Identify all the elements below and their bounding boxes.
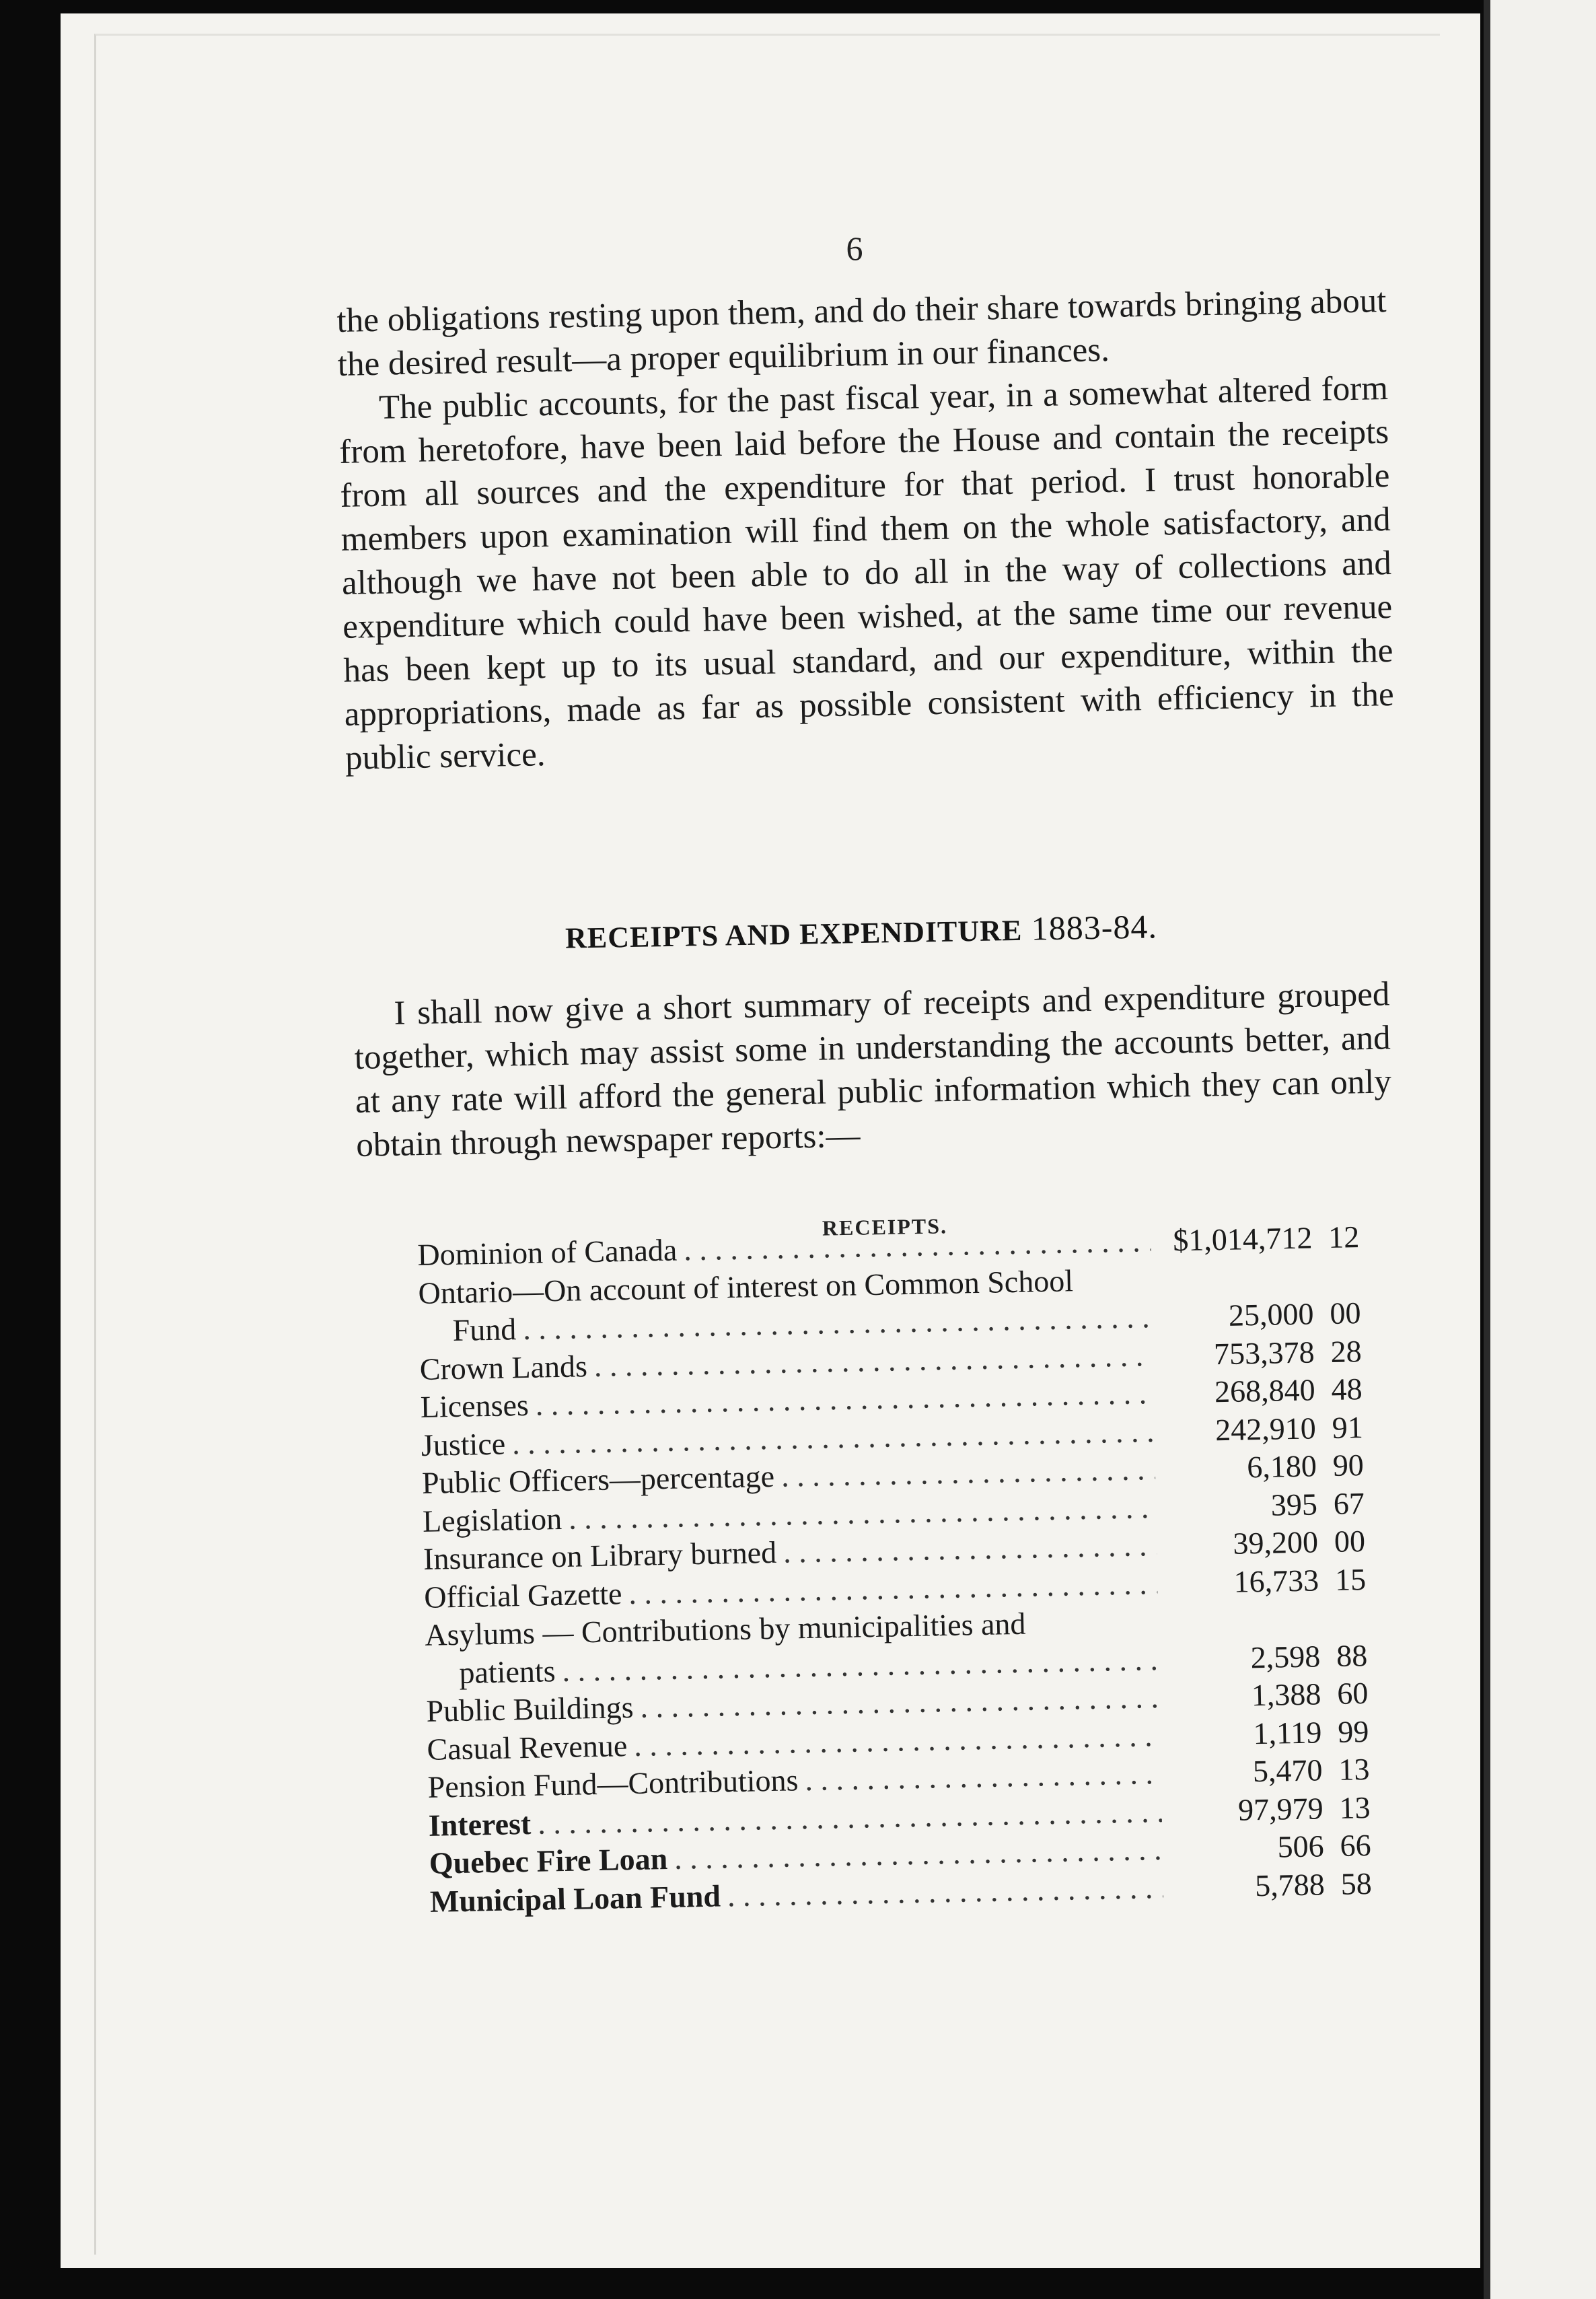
receipts-row-label: Licenses — [420, 1387, 530, 1424]
paragraph-continuation: the obligations resting upon them, and do their share towards bringing about the desired result—a proper equilibrium in our finances. — [336, 282, 1387, 384]
receipts-row-amount: 506 — [1277, 1829, 1325, 1864]
receipts-row-label: Dominion of Canada — [417, 1232, 678, 1272]
receipts-row-amount: 16,733 — [1233, 1562, 1319, 1599]
receipts-row-cents: 88 — [1336, 1637, 1368, 1673]
receipts-row-label: Insurance on Library burned — [423, 1534, 777, 1576]
receipts-row-cents: 66 — [1340, 1827, 1372, 1863]
section-heading-year: 1883-84. — [1031, 907, 1158, 948]
receipts-row-cents: 00 — [1334, 1524, 1366, 1559]
receipts-row-label: patients — [458, 1653, 556, 1690]
row-spacer — [1026, 1631, 1165, 1634]
receipts-row-amount: 6,180 — [1246, 1448, 1317, 1485]
receipts-row-cents: 58 — [1340, 1866, 1373, 1901]
receipts-row-cents: 91 — [1332, 1409, 1364, 1445]
dot-leader — [805, 1755, 1161, 1798]
adjacent-page-strip — [1490, 0, 1596, 2299]
receipts-row-label: Municipal Loan Fund — [429, 1878, 721, 1919]
body-text — [336, 279, 1395, 781]
receipts-row-label: Public Buildings — [426, 1689, 634, 1728]
receipts-row-label: Ontario—On account of interest on Common School — [418, 1263, 1074, 1310]
section-heading-text: RECEIPTS AND EXPENDITURE — [565, 913, 1023, 955]
receipts-row-cents: 12 — [1328, 1219, 1360, 1254]
receipts-row-amount: 242,910 — [1214, 1410, 1317, 1447]
paragraph-public-accounts: The public accounts, for the past fiscal year, in a somewhat altered form from heretofore, have been laid before the House and contain the receipts from all sources and the expenditure for that period. I trust honorable members upon examination will find them on the whole satisfactory, and although we have not been able to do all in the way of collections and expenditure which could have been wished, at the same time our revenue has been kept up to its usual standard, and our expenditure, within the appropriations, made as far as possible consistent with efficiency in the public service. — [338, 369, 1395, 777]
page-edge-shadow — [1484, 0, 1490, 2299]
receipts-row-label: Crown Lands — [419, 1348, 588, 1386]
receipts-row-amount: 5,788 — [1254, 1866, 1326, 1903]
page-number: 6 — [846, 229, 863, 267]
row-spacer — [1073, 1289, 1158, 1290]
receipts-title: RECEIPTS. — [822, 1213, 948, 1240]
receipts-row-cents: 67 — [1333, 1485, 1365, 1521]
receipts-row-label: Asylums — Contributions by municipalities and — [424, 1606, 1026, 1652]
receipts-row-cents: 99 — [1337, 1713, 1369, 1749]
intro-text — [353, 972, 1393, 1168]
receipts-row-amount: 268,840 — [1214, 1372, 1316, 1409]
receipts-row-label: Pension Fund—Contributions — [427, 1763, 799, 1804]
receipts-row-amount: 753,378 — [1213, 1334, 1315, 1371]
receipts-row-amount: 1,388 — [1251, 1676, 1321, 1713]
receipts-table — [417, 1219, 1372, 1921]
receipts-row-cents: 48 — [1331, 1372, 1363, 1407]
receipts-row-cents: 60 — [1336, 1675, 1369, 1711]
receipts-row-cents: 90 — [1332, 1448, 1365, 1483]
receipts-row-amount: 25,000 — [1228, 1296, 1314, 1333]
receipts-row-amount: 39,200 — [1232, 1524, 1319, 1561]
receipts-row-label: Public Officers—percentage — [421, 1458, 775, 1500]
dot-leader — [783, 1527, 1157, 1570]
receipts-row-cents: 28 — [1330, 1333, 1362, 1369]
dot-leader — [727, 1869, 1163, 1913]
receipts-row-label: Casual Revenue — [427, 1728, 628, 1767]
receipts-row-cents: 13 — [1338, 1751, 1370, 1787]
receipts-row-amount: 5,470 — [1252, 1753, 1323, 1789]
receipts-row-label: Legislation — [422, 1501, 563, 1538]
receipts-row-amount: 395 — [1270, 1486, 1318, 1522]
receipts-row-amount: $1,014,712 — [1172, 1220, 1313, 1258]
receipts-row-label: Official Gazette — [423, 1576, 622, 1615]
receipts-row-label: Fund — [452, 1312, 517, 1348]
receipts-row-label: Quebec Fire Loan — [429, 1841, 668, 1880]
paragraph-summary-intro: I shall now give a short summary of receipts and expenditure grouped together, which may assist some in understanding the accounts better, and at any rate will afford the general public information which they can only obtain through newspaper reports:— — [354, 975, 1392, 1164]
receipts-row-amount: 1,119 — [1253, 1714, 1322, 1750]
receipts-row-cents: 13 — [1339, 1790, 1371, 1825]
receipts-row-cents: 00 — [1329, 1296, 1361, 1331]
dot-leader — [781, 1451, 1156, 1494]
receipts-row-amount: 97,979 — [1237, 1790, 1324, 1827]
receipts-row-cents: 15 — [1334, 1561, 1367, 1597]
receipts-row-amount: 2,598 — [1250, 1638, 1321, 1674]
receipts-row-label: Justice — [421, 1426, 506, 1462]
receipts-row-label: Interest — [428, 1806, 532, 1843]
